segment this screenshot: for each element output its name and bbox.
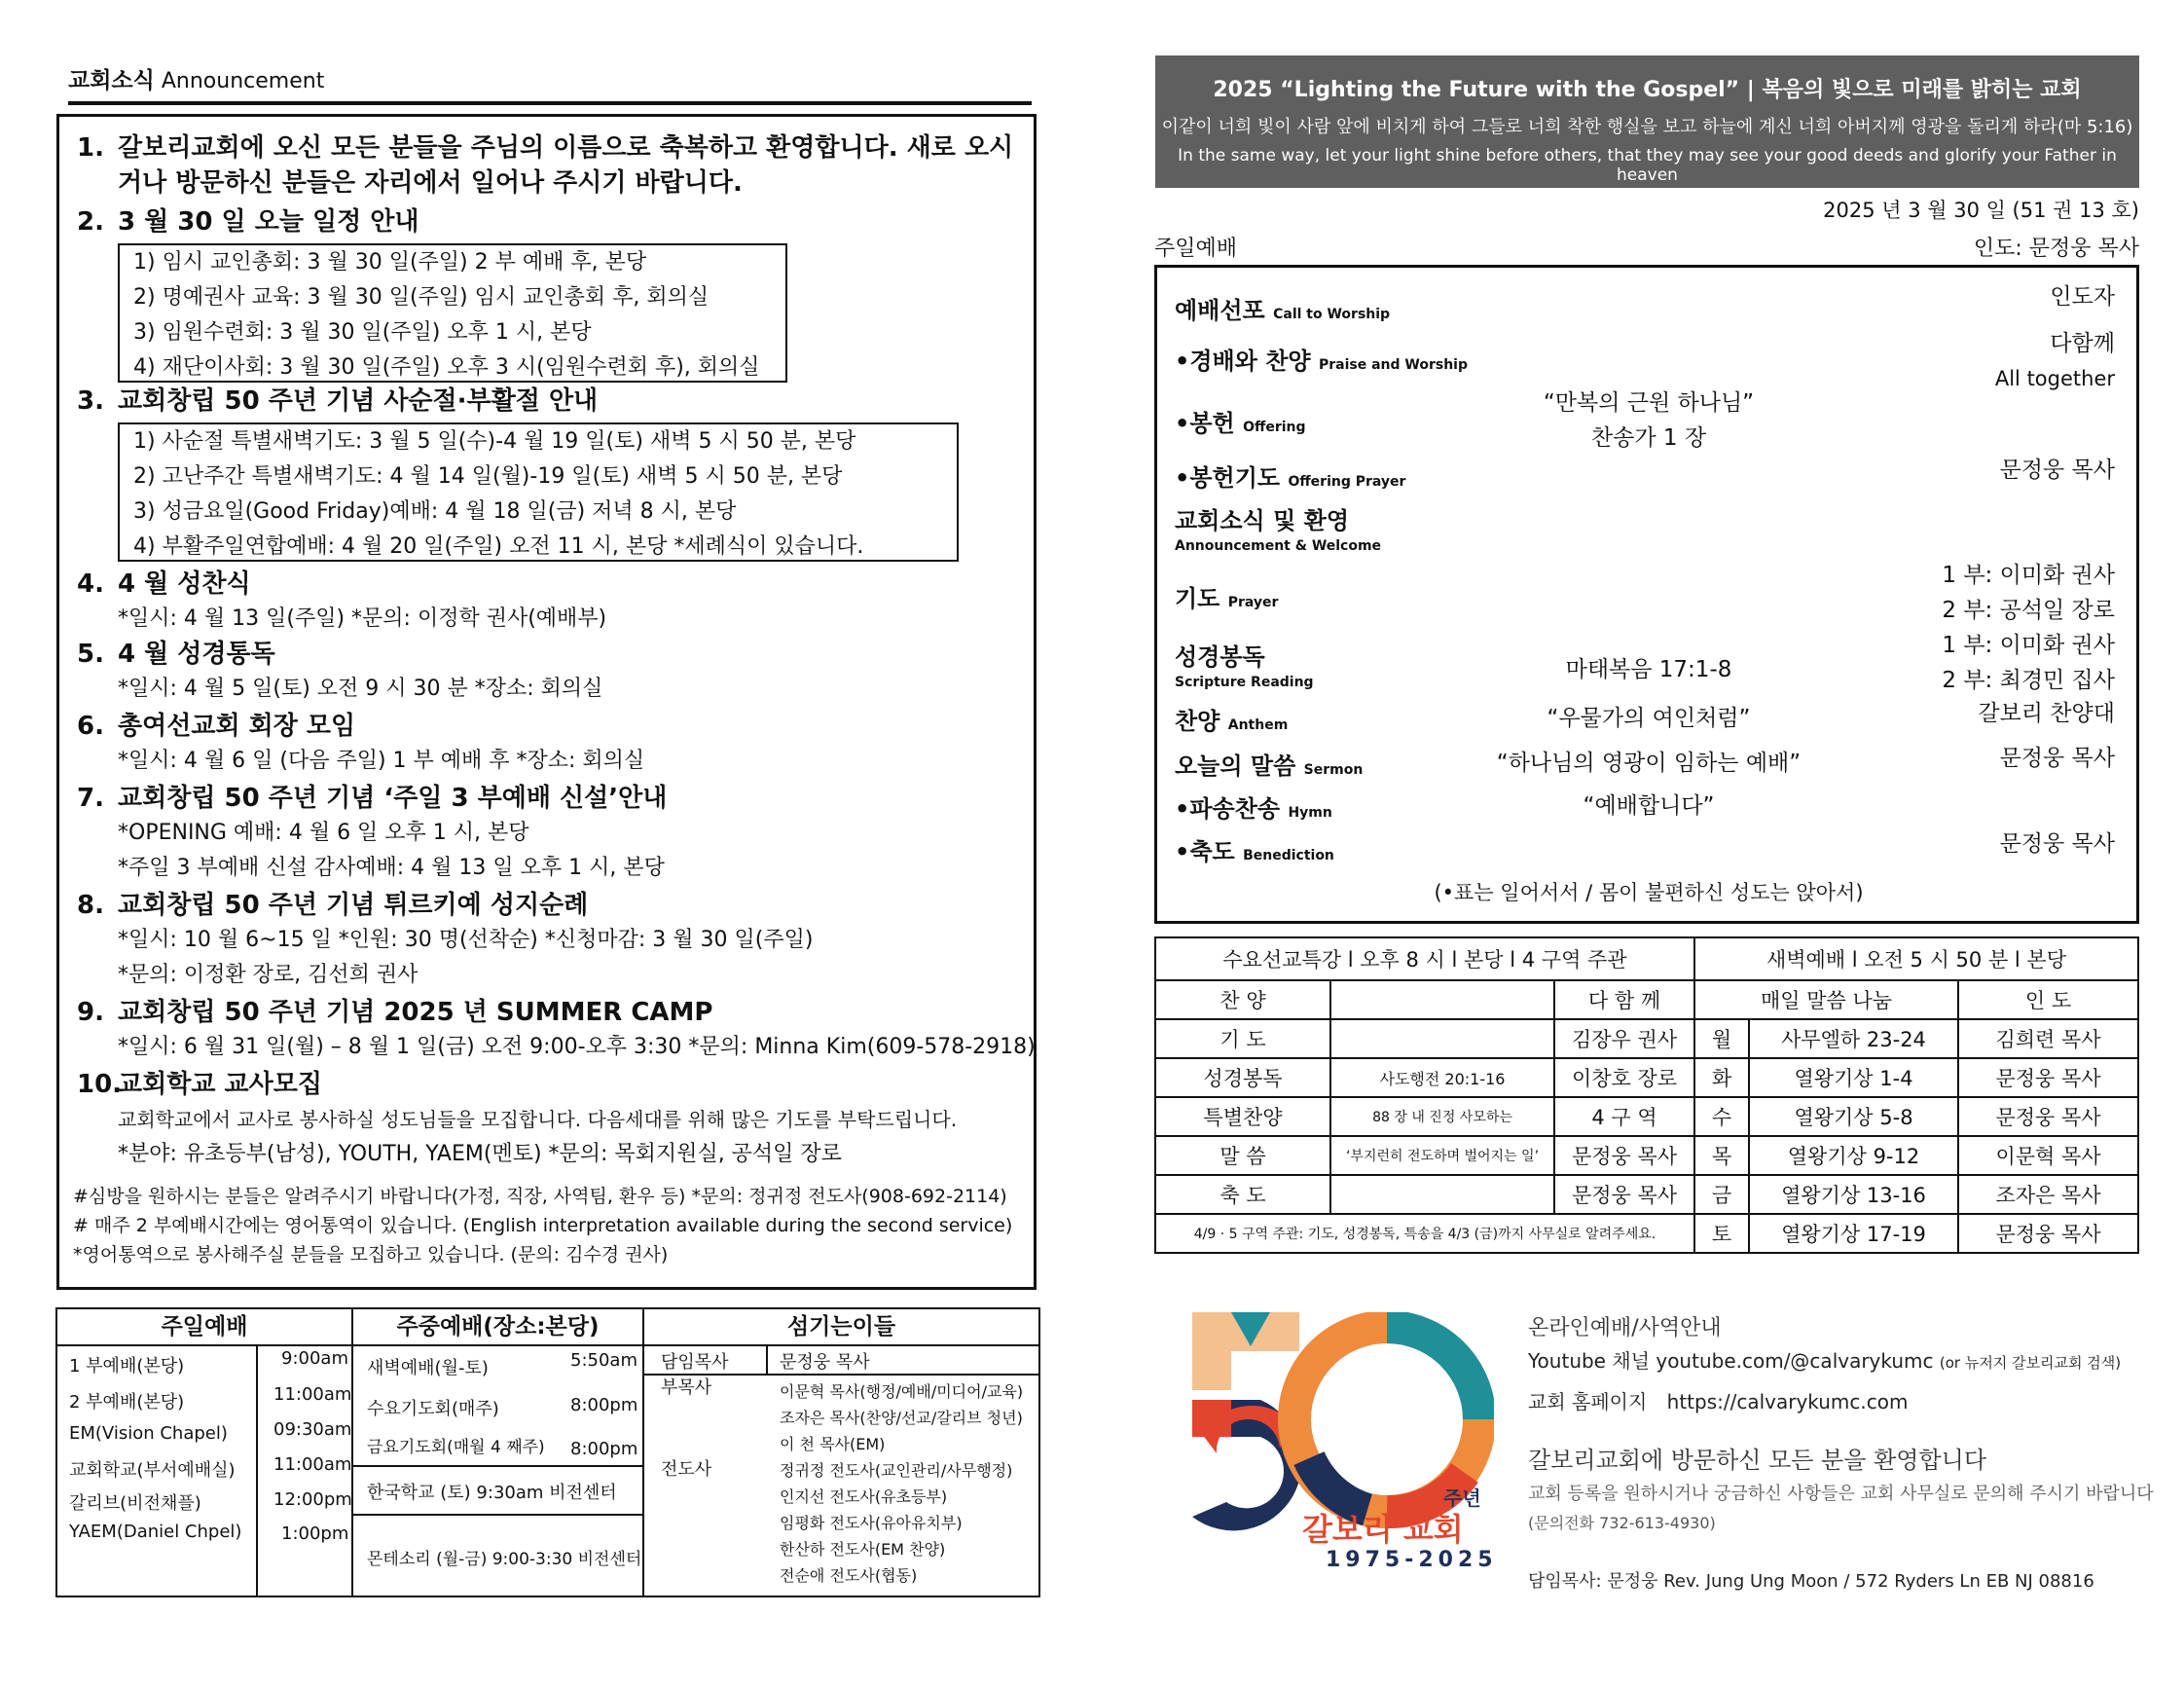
dawn-leader: 문정웅 목사 [1958, 1058, 2138, 1097]
sunday-row-name: EM(Vision Chapel) [69, 1423, 228, 1444]
dawn-passage: 열왕기상 17-19 [1749, 1214, 1958, 1253]
praise-leader: 다함께 All together [1994, 331, 2115, 390]
sermon-title: “하나님의 영광이 임하는 예배” [1496, 751, 1802, 776]
item-8-detail-2: *문의: 이정환 장로, 김선희 권사 [118, 963, 419, 987]
praise-and-worship: •경배와 찬양 Praise and Worship [1175, 348, 1468, 375]
banner-verse-en: In the same way, let your light shine before others, that they may see your good deeds and glorify your Father in heaven [1178, 146, 2117, 185]
youtube-link[interactable]: youtube.com/@calvarykumc [1656, 1349, 1934, 1373]
scripture-reading: 성경봉독 [1175, 643, 1265, 671]
youtube-note: (or 뉴저지 갈보리교회 검색) [1939, 1354, 2122, 1372]
dawn-passage: 열왕기상 5-8 [1749, 1097, 1958, 1136]
sunday-row-name: 갈리브(비전채플) [69, 1493, 201, 1514]
wed-role: 축 도 [1155, 1175, 1330, 1214]
sunday-service-head: 주일예배 [57, 1309, 353, 1346]
item-9-detail: *일시: 6 월 31 일(월) – 8 월 1 일(금) 오전 9:00-오후 3:30 *문의: Minna Kim(609-578-2918) [118, 1035, 1036, 1059]
dawn-day: 목 [1694, 1136, 1749, 1175]
logo-church-name: 갈보리 교회 [1302, 1511, 1464, 1548]
banner-theme: 2025 “Lighting the Future with the Gospel” | 복음의 빛으로 미래를 밝히는 교회 [1213, 78, 2082, 102]
wed-person: 문정웅 목사 [1554, 1175, 1694, 1214]
item-7-detail-2: *주일 3 부예배 신설 감사예배: 4 월 13 일 오후 1 시, 본당 [118, 856, 665, 880]
dawn-day: 화 [1694, 1058, 1749, 1097]
announcement-item-7: 7. 교회창립 50 주년 기념 ‘주일 3 부예배 신설’안내 [77, 784, 668, 813]
standing-footnote: (•표는 일어서서 / 몸이 불편하신 성도는 앉아서) [1434, 881, 1864, 904]
announcement-welcome-en: Announcement & Welcome [1175, 538, 1382, 554]
announcement-welcome: 교회소식 및 환영 [1175, 507, 1349, 534]
weekly-schedule-table [1154, 936, 2139, 1258]
announcement-item-6: 6. 총여선교회 회장 모임 [77, 712, 356, 741]
associate-pastor: 이 천 목사(EM) [780, 1435, 886, 1453]
schedule-subbox: 1) 임시 교인총회: 3 월 30 일(주일) 2 부 예배 후, 본당 2) 명예권사 교육: 3 월 30 일(주일) 임시 교인총회 후, 회의실 3) 임원수련회: 3 월 30 일(주일) 오후 1 시, 본당 4) 재단이사회: 3 월 30 일(주일) 오후 3 시(임원수련회 후), 회의실 [118, 243, 787, 383]
call-to-worship-leader: 인도자 [2050, 284, 2115, 310]
offering-prayer-leader: 문정웅 목사 [1999, 458, 2115, 483]
announcement-item-8: 8. 교회창립 50 주년 기념 튀르키예 성지순례 [77, 891, 589, 920]
closing-hymn: “예배합니다” [1583, 793, 1715, 819]
anthem-title: “우물가의 여인처럼” [1547, 706, 1751, 731]
dawn-head: 새벽예배 l 오전 5 시 50 분 l 본당 [1694, 937, 2138, 980]
sunday-worship-label: 주일예배 [1154, 237, 1238, 261]
sermon: 오늘의 말씀 Sermon [1175, 752, 1364, 780]
call-to-worship: 예배선포 Call to Worship [1175, 297, 1391, 324]
sunday-row-time: 09:30am [273, 1419, 352, 1440]
lent-easter-subbox: 1) 사순절 특별새벽기도: 3 월 5 일(수)-4 월 19 일(토) 새벽 5 시 50 분, 본당 2) 고난주간 특별새벽기도: 4 월 14 일(월)-19 일(토) 새벽 5 시 50 분, 본당 3) 성금요일(Good Friday)예배: 4 월 18 일(금) 저녁 8 시, 본당 4) 부활주일연합예배: 4 월 20 일(주일) 오전 11 시, 본당 *세례식이 있습니다. [118, 422, 959, 562]
announcement-item-3: 3. 교회창립 50 주년 기념 사순절·부활절 안내 [77, 386, 599, 416]
note-volunteer: *영어통역으로 봉사해주실 분들을 모집하고 있습니다. (문의: 김수경 권사) [73, 1244, 669, 1266]
item-6-detail: *일시: 4 월 6 일 (다음 주일) 1 부 예배 후 *장소: 회의실 [118, 749, 645, 773]
wednesday-head: 수요선교특강 l 오후 8 시 l 본당 l 4 구역 주관 [1155, 937, 1694, 980]
wed-person: 김장우 권사 [1554, 1019, 1694, 1058]
weekday-service-head: 주중예배(장소:본당) [353, 1309, 642, 1346]
announcement-item-5: 5. 4 월 성경통독 [77, 640, 275, 669]
wed-role: 말 씀 [1155, 1136, 1330, 1175]
wed-detail [1330, 980, 1554, 1019]
prayer: 기도 Prayer [1175, 585, 1279, 612]
sunday-row-time: 1:00pm [281, 1523, 349, 1544]
staff-divider [766, 1344, 768, 1374]
homepage-link[interactable]: https://calvarykumc.com [1666, 1390, 1909, 1413]
montessori: 몬테소리 (월-금) 9:00-3:30 비전센터 [367, 1550, 642, 1569]
order-of-worship [1154, 265, 2139, 924]
anthem-choir: 갈보리 찬양대 [1978, 701, 2115, 726]
anthem: 찬양 Anthem [1175, 708, 1289, 735]
homepage-line [1528, 1386, 1908, 1414]
evangelist: 임평화 전도사(유아유치부) [780, 1514, 963, 1532]
sunday-row-time: 12:00pm [273, 1489, 352, 1510]
col-divider [351, 1309, 353, 1596]
scripture-readers: 1 부: 이미화 권사 2 부: 최경민 집사 [1942, 633, 2115, 693]
weekday-row-name: 수요기도회(매주) [367, 1399, 499, 1419]
announcement-item-2: 2. 3 월 30 일 오늘 일정 안내 [77, 207, 419, 237]
announcement-item-1: 1. 갈보리교회에 오신 모든 분들을 주님의 이름으로 축복하고 환영합니다. 새로 오시 거나 방문하신 분들은 자리에서 일어나 주시기 바랍니다. [77, 133, 1014, 198]
item-7-detail-1: *OPENING 예배: 4 월 6 일 오후 1 시, 본당 [118, 821, 529, 845]
sermon-preacher: 문정웅 목사 [1999, 746, 2115, 771]
weekday-row-name: 새벽예배(월-토) [367, 1358, 489, 1378]
weekday-row-time: 5:50am [570, 1350, 637, 1371]
announcement-box [56, 114, 1037, 1290]
dawn-day: 토 [1694, 1214, 1749, 1253]
weekday-divider [353, 1514, 642, 1516]
note-visitation: #심방을 원하시는 분들은 알려주시기 바랍니다(가정, 직장, 사역팀, 환우 등) *문의: 정귀정 전도사(908-692-2114) [73, 1186, 1007, 1207]
item-8-detail-1: *일시: 10 월 6~15 일 *인원: 30 명(선착순) *신청마감: 3 월 30 일(주일) [118, 928, 814, 952]
offering-hymn-number: 찬송가 1 장 [1590, 425, 1707, 451]
wed-detail: 사도행전 20:1-16 [1330, 1058, 1554, 1097]
sunday-row-name: 1 부예배(본당) [69, 1356, 185, 1376]
logo-anniversary: 주년 [1443, 1486, 1481, 1510]
banner-verse-ko: 이같이 너희 빛이 사람 앞에 비치게 하여 그들로 너희 착한 행실을 보고 하늘에 계신 너희 아버지께 영광을 돌리게 하라(마 5:16) [1161, 117, 2133, 137]
dawn-leader-subhead: 인 도 [1958, 980, 2138, 1019]
wed-person: 4 구 역 [1554, 1097, 1694, 1136]
wed-role: 기 도 [1155, 1019, 1330, 1058]
service-schedule-table [55, 1307, 1040, 1597]
col-divider [642, 1309, 644, 1596]
pastor-address: 담임목사: 문정웅 Rev. Jung Ung Moon / 572 Ryders Ln EB NJ 08816 [1528, 1571, 2094, 1592]
theme-banner [1155, 55, 2139, 188]
wednesday-note: 4/9 · 5 구역 주관: 기도, 성경봉독, 특송을 4/3 (금)까지 사무실로 알려주세요. [1155, 1214, 1694, 1253]
announcement-item-9: 9. 교회창립 50 주년 기념 2025 년 SUMMER CAMP [77, 998, 713, 1027]
dawn-passage: 열왕기상 1-4 [1749, 1058, 1958, 1097]
offering-prayer: •봉헌기도 Offering Prayer [1175, 464, 1406, 492]
item-5-detail: *일시: 4 월 5 일(토) 오전 9 시 30 분 *장소: 회의실 [118, 677, 603, 701]
weekday-row-time: 8:00pm [570, 1395, 638, 1415]
evangelist: 전순애 전도사(협동) [780, 1566, 918, 1585]
wed-detail [1330, 1019, 1554, 1058]
logo-years: 1975-2025 [1326, 1548, 1498, 1572]
scripture-reading-en: Scripture Reading [1175, 675, 1314, 690]
associate-pastor: 이문혁 목사(행정/예배/미디어/교육) [780, 1382, 1024, 1401]
benediction-pastor: 문정웅 목사 [1999, 831, 2115, 857]
scripture-passage: 마태복음 17:1-8 [1565, 657, 1732, 682]
item-4-detail: *일시: 4 월 13 일(주일) *문의: 이정학 권사(예배부) [118, 606, 607, 631]
staff-head: 섬기는이들 [644, 1309, 1038, 1346]
homepage-label: 교회 홈페이지 [1528, 1390, 1648, 1413]
wed-role: 성경봉독 [1155, 1058, 1330, 1097]
weekday-row-name: 금요기도회(매월 4 째주) [367, 1438, 545, 1457]
note-interpretation: # 매주 2 부예배시간에는 영어통역이 있습니다. (English interpretation available during the second service) [73, 1215, 1013, 1236]
bulletin-date: 2025 년 3 월 30 일 (51 권 13 호) [1823, 199, 2139, 222]
wed-person: 이창호 장로 [1554, 1058, 1694, 1097]
dawn-day: 금 [1694, 1175, 1749, 1214]
wed-person: 다 함 께 [1554, 980, 1694, 1019]
weekday-row-time: 8:00pm [570, 1439, 638, 1459]
wed-detail: 88 장 내 진정 사모하는 [1330, 1097, 1554, 1136]
evangelist: 인지선 전도사(유초등부) [780, 1487, 948, 1506]
wed-role: 찬 양 [1155, 980, 1330, 1019]
wed-detail [1330, 1175, 1554, 1214]
hymn: •파송찬송 Hymn [1175, 795, 1332, 823]
sunday-row-time: 11:00am [273, 1454, 352, 1475]
announcement-header [68, 62, 1032, 105]
item-10-detail-1: 교회학교에서 교사로 봉사하실 성도님들을 모집합니다. 다음세대를 위해 많은 기도를 부탁드립니다. [118, 1108, 958, 1131]
evangelist: 정귀정 전도사(교인관리/사무행정) [780, 1461, 1013, 1480]
dawn-leader: 문정웅 목사 [1958, 1214, 2138, 1253]
sunday-row-time: 9:00am [281, 1348, 348, 1369]
dawn-passage: 사무엘하 23-24 [1749, 1019, 1958, 1058]
dawn-passage: 열왕기상 9-12 [1749, 1136, 1958, 1175]
wed-detail: ‘부지런히 전도하며 벌어지는 일’ [1330, 1136, 1554, 1175]
senior-pastor-label: 담임목사 [661, 1352, 729, 1373]
item-10-detail-2: *분야: 유초등부(남성), YOUTH, YAEM(멘토) *문의: 목회지원실, 공석일 장로 [118, 1142, 842, 1166]
welcome-title: 갈보리교회에 방문하신 모든 분을 환영합니다 [1528, 1447, 1987, 1474]
youtube-line [1528, 1345, 2121, 1374]
senior-pastor-name: 문정웅 목사 [780, 1352, 870, 1373]
benediction: •축도 Benediction [1175, 838, 1334, 865]
offering: •봉헌 Offering [1175, 410, 1306, 437]
sunday-row-name: 교회학교(부서예배실) [69, 1460, 236, 1481]
dawn-subhead: 매일 말씀 나눔 [1694, 980, 1958, 1019]
korean-school: 한국학교 (토) 9:30am 비전센터 [367, 1483, 617, 1503]
announcement-title-ko: 교회소식 [68, 68, 155, 93]
wed-role: 특별찬양 [1155, 1097, 1330, 1136]
dawn-leader: 이문혁 목사 [1958, 1136, 2138, 1175]
worship-leader: 인도: 문정웅 목사 [1973, 237, 2139, 261]
online-title: 온라인예배/사역안내 [1528, 1316, 1722, 1340]
announcement-item-10: 10.교회학교 교사모집 [77, 1070, 322, 1099]
announcement-title-en: Announcement [161, 69, 325, 93]
weekday-divider [353, 1465, 642, 1467]
wed-person: 문정웅 목사 [1554, 1136, 1694, 1175]
dawn-day: 월 [1694, 1019, 1749, 1058]
col-divider [256, 1309, 258, 1596]
sunday-row-name: 2 부예배(본당) [69, 1392, 185, 1413]
sunday-row-time: 11:00am [273, 1384, 352, 1405]
announcement-item-4: 4. 4 월 성찬식 [77, 569, 251, 599]
dawn-passage: 열왕기상 13-16 [1749, 1175, 1958, 1214]
dawn-leader: 문정웅 목사 [1958, 1097, 2138, 1136]
welcome-sub: 교회 등록을 원하시거나 궁금하신 사항들은 교회 사무실로 문의해 주시기 바랍니다 [1528, 1484, 2154, 1504]
prayer-leaders: 1 부: 이미화 권사 2 부: 공석일 장로 [1942, 563, 2115, 623]
evangelist: 한산하 전도사(EM 찬양) [780, 1540, 946, 1559]
evangelist-label: 전도사 [661, 1459, 712, 1480]
associate-pastor-label: 부목사 [661, 1377, 712, 1398]
associate-pastor: 조자은 목사(찬양/선교/갈리브 청년) [780, 1409, 1023, 1427]
offering-hymn: “만복의 근원 하나님” [1543, 390, 1755, 416]
sunday-row-name: YAEM(Daniel Chpel) [69, 1522, 242, 1542]
office-phone: (문의전화 732-613-4930) [1528, 1514, 1716, 1532]
dawn-leader: 조자은 목사 [1958, 1175, 2138, 1214]
youtube-label: Youtube 채널 [1528, 1349, 1650, 1373]
dawn-day: 수 [1694, 1097, 1749, 1136]
dawn-leader: 김희련 목사 [1958, 1019, 2138, 1058]
